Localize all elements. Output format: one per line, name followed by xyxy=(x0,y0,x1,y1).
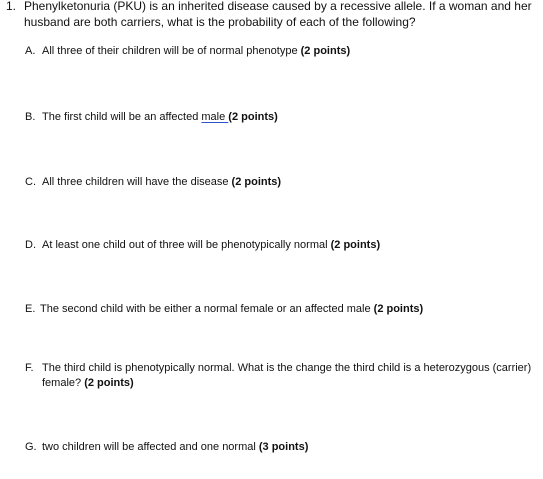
part-letter: A. xyxy=(25,45,36,57)
part-letter: C. xyxy=(25,176,36,188)
part-text: The third child is phenotypically normal. What is the change the third child is a heterozygous (carrier) female? xyxy=(42,362,532,389)
part-points: (2 points) xyxy=(373,303,424,315)
part-points: (2 points) xyxy=(330,239,381,251)
part-points: (2 points) xyxy=(300,45,351,57)
part-d xyxy=(25,238,540,253)
part-points: (2 points) xyxy=(228,111,278,123)
part-text: All three of their children will be of normal phenotype xyxy=(42,45,301,57)
underlined-word: male xyxy=(201,111,229,123)
part-a xyxy=(25,44,540,59)
part-g xyxy=(25,440,540,455)
part-text: At least one child out of three will be phenotypically normal xyxy=(42,239,331,251)
part-points: (3 points) xyxy=(258,441,309,453)
part-letter: G. xyxy=(25,441,37,453)
part-points: (2 points) xyxy=(84,377,134,389)
question-1 xyxy=(6,0,536,30)
part-text: two children will be affected and one normal xyxy=(42,441,259,453)
part-letter: D. xyxy=(25,239,36,251)
part-text: All three children will have the disease xyxy=(42,176,232,188)
part-f xyxy=(25,361,540,391)
part-c xyxy=(25,175,540,190)
part-letter: B. xyxy=(25,111,36,123)
part-letter: F. xyxy=(25,362,34,374)
part-points: (2 points) xyxy=(231,176,282,188)
question-text: Phenylketonuria (PKU) is an inherited disease caused by a recessive allele. If a woman and her husband are both carriers, what is the probability of each of the following? xyxy=(24,0,532,29)
part-letter: E. xyxy=(25,303,36,315)
question-number: 1. xyxy=(6,0,17,13)
part-text: The first child will be an affected xyxy=(42,111,202,123)
part-b xyxy=(25,110,540,125)
part-text: The second child with be either a normal female or an affected male xyxy=(40,303,374,315)
part-e xyxy=(25,302,540,317)
